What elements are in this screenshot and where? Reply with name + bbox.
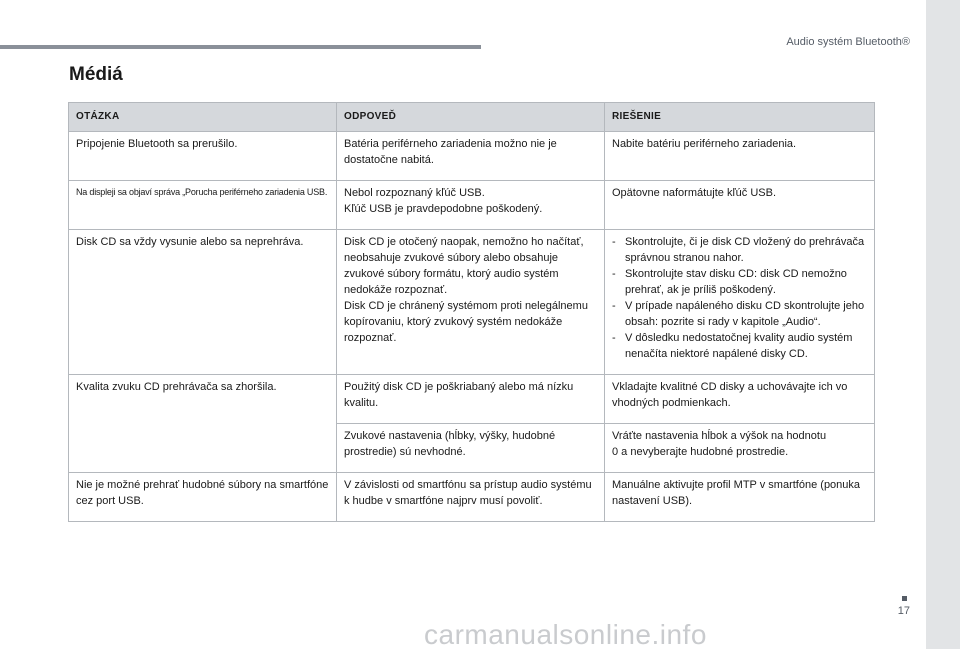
watermark: carmanualsonline.info [424,619,707,650]
solution-cell [605,375,875,424]
faq-table [68,102,875,522]
bullet-text: V prípade napáleného disku CD skontrolujte jeho obsah: pozrite si rady v kapitole „Audio“. [625,300,865,328]
table-row [69,375,875,424]
solution-text: Manuálne aktivujte profil MTP v smartfóne (ponuka nastavení USB). [612,479,861,507]
solution-text: 0 a nevyberajte hudobné prostredie. [612,446,789,458]
solution-bullet [612,330,867,362]
section-title: Audio systém Bluetooth® [786,36,910,48]
solution-cell [605,424,875,473]
question-cell: Disk CD sa vždy vysunie alebo sa neprehráva. [69,230,337,375]
answer-text: Nebol rozpoznaný kľúč USB. [344,187,485,199]
bullet-dash: - [612,268,616,280]
question-cell: Kvalita zvuku CD prehrávača sa zhoršila. [69,375,337,473]
bullet-text: Skontrolujte stav disku CD: disk CD nemožno prehrať, ak je príliš poškodený. [625,268,847,296]
answer-cell [337,473,605,522]
solution-text: Vráťte nastavenia hĺbok a výšok na hodnotu [612,430,827,442]
question-cell: Na displeji sa objaví správa „Porucha periférneho zariadenia USB. [69,181,337,230]
table-row [69,230,875,375]
table-row [69,181,875,230]
answer-text: Disk CD je chránený systémom proti nelegálnemu kopírovaniu, ktorý zvukový systém nedokáže rozpoznať. [344,300,588,344]
answer-text: Disk CD je otočený naopak, nemožno ho načítať, neobsahuje zvukové súbory alebo obsahuje zvukové súbory formátu, ktorý audio systém nedokáže rozpoznať. [344,236,584,296]
bullet-dash: - [612,236,616,248]
table-row [69,473,875,522]
page-edge-strip [926,0,960,649]
solution-cell [605,473,875,522]
bullet-text: Skontrolujte, či je disk CD vložený do prehrávača správnou stranou nahor. [625,236,865,264]
solution-text: Nabite batériu periférneho zariadenia. [612,138,797,150]
answer-cell [337,424,605,473]
solution-bullet [612,266,867,298]
solution-cell [605,230,875,375]
bullet-dash: - [612,332,616,344]
answer-text: Kľúč USB je pravdepodobne poškodený. [344,203,543,215]
question-cell: Pripojenie Bluetooth sa prerušilo. [69,132,337,181]
answer-text: Batéria periférneho zariadenia možno nie je dostatočne nabitá. [344,138,557,166]
answer-cell [337,132,605,181]
answer-text: Zvukové nastavenia (hĺbky, výšky, hudobné prostredie) sú nevhodné. [344,430,556,458]
page-title: Médiá [69,64,123,85]
answer-text: V závislosti od smartfónu sa prístup audio systému k hudbe v smartfóne najprv musí povoliť. [344,479,592,507]
solution-cell [605,181,875,230]
solution-cell [605,132,875,181]
page-number: 17 [897,605,910,617]
solution-bullet [612,298,867,330]
column-header-answer: ODPOVEĎ [337,103,605,132]
table-row [69,132,875,181]
page-marker [902,596,907,601]
solution-text: Vkladajte kvalitné CD disky a uchovávajte ich vo vhodných podmienkach. [612,381,848,409]
bullet-text: V dôsledku nedostatočnej kvality audio systém nenačíta niektoré napálené disky CD. [625,332,853,360]
column-header-solution: RIEŠENIE [605,103,875,132]
column-header-question: OTÁZKA [69,103,337,132]
table-header-row [69,103,875,132]
answer-cell [337,375,605,424]
answer-cell [337,230,605,375]
solution-text: Opätovne naformátujte kľúč USB. [612,187,777,199]
answer-text: Použitý disk CD je poškriabaný alebo má nízku kvalitu. [344,381,574,409]
bullet-dash: - [612,300,616,312]
answer-cell [337,181,605,230]
question-cell: Nie je možné prehrať hudobné súbory na smartfóne cez port USB. [69,473,337,522]
header-rule [0,45,481,49]
solution-bullet [612,234,867,266]
